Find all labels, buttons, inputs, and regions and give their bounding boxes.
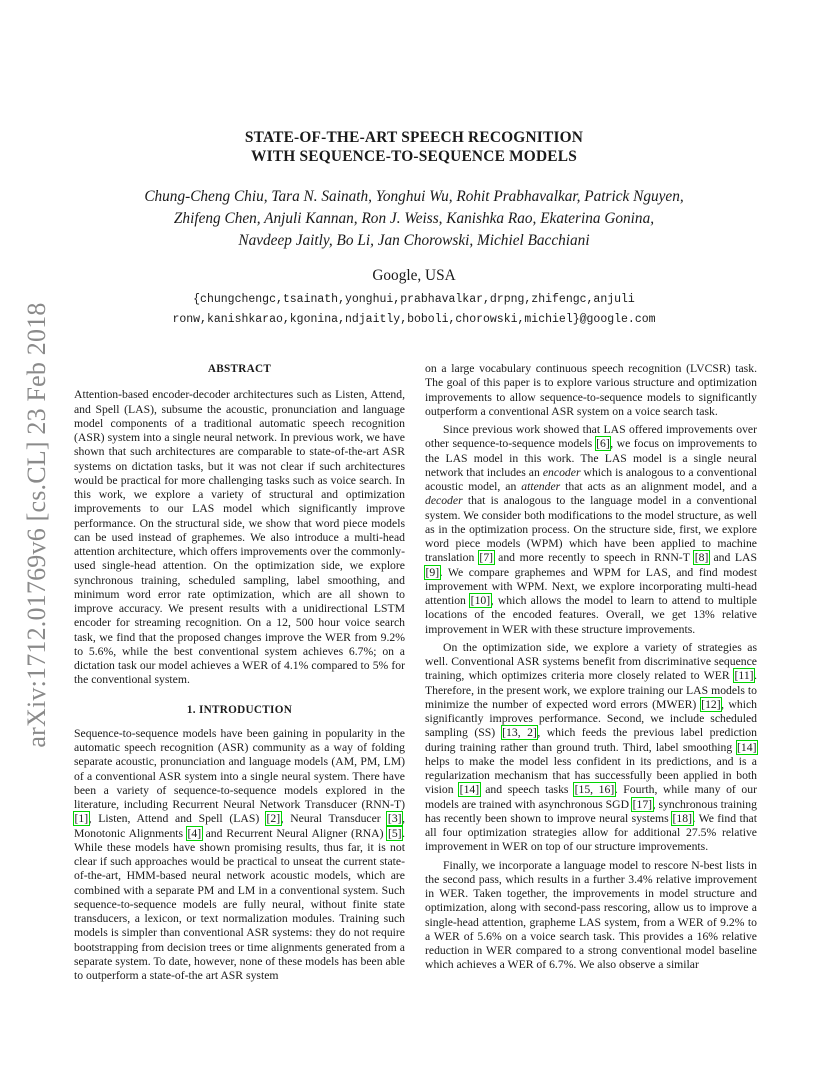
citation-link[interactable]: [14] bbox=[459, 783, 480, 797]
abstract-heading: ABSTRACT bbox=[207, 363, 272, 375]
author-list bbox=[80, 186, 748, 252]
citation-link[interactable]: [17] bbox=[632, 797, 653, 811]
intro-paragraph-2: Since previous work showed that LAS offered improvements over other sequence-to-sequence models [6], we focus on improvements to the LAS model in this work. The LAS model is a single neural network that includes an encoder which is analogous to a conventional acoustic model, an attender that acts as an alignment model, and a decoder that is analogous to the language model in a conventional system. We consider both modifications to the model structure, as well as in the optimization process. On the structure side, first, we explore word piece models (WPM) which have been applied to machine translation [7] and more recently to speech in RNN-T [8] and LAS [9]. We compare graphemes and WPM for LAS, and find modest improvement with WPM. Next, we explore incorporating multi-head attention [10], which allows the model to learn to attend to multiple locations of the encoded features. Overall, we get 13% relative improvement in WER with these structure improvements. bbox=[425, 423, 757, 636]
emails-line-1: {chungchengc,tsainath,yonghui,prabhavalkar,drpng,zhifengc,anjuli bbox=[193, 293, 635, 306]
intro-paragraph-continued: on a large vocabulary continuous speech recognition (LVCSR) task. The goal of this paper is to explore various structure and optimization improvements to allow sequence-to-sequence models to significantly outperform a conventional ASR system on a voice search task. bbox=[425, 362, 757, 418]
authors-line-3: Navdeep Jaitly, Bo Li, Jan Chorowski, Michiel Bacchiani bbox=[238, 232, 590, 249]
arxiv-side-identifier bbox=[20, 290, 54, 760]
left-column bbox=[74, 362, 405, 983]
citation-link[interactable]: [2] bbox=[266, 812, 281, 826]
citation-link[interactable]: [13, 2] bbox=[502, 726, 537, 740]
arxiv-identifier-text: arXiv:1712.01769v6 [cs.CL] 23 Feb 2018 bbox=[22, 302, 51, 748]
citation-link[interactable]: [15, 16] bbox=[574, 783, 615, 797]
citation-link[interactable]: [6] bbox=[596, 437, 610, 451]
citation-link[interactable]: [12] bbox=[701, 697, 721, 711]
citation-link[interactable]: [9] bbox=[425, 565, 440, 579]
intro-paragraph-1: Sequence-to-sequence models have been gaining in popularity in the automatic speech recognition (ASR) community as a way of folding separate acoustic, pronunciation and language models (AM, PM, LM) of a conventional ASR system into a single neural system. There have been a variety of sequence-to-sequence models explored in the literature, including Recurrent Neural Network Transducer (RNN-T) [1], Listen, Attend and Spell (LAS) [2], Neural Transducer [3], Monotonic Alignments [4] and Recurrent Neural Aligner (RNA) [5]. While these models have shown promising results, thus far, it is not clear if such approaches would be practical to unseat the current state-of-the-art, HMM-based neural network acoustic models, which are combined with a separate PM and LM in a conventional system. Such sequence-to-sequence models are fully neural, without finite state transducers, a lexicon, or text normalization modules. Training such models is simpler than conventional ASR systems: they do not require bootstrapping from decision trees or time alignments generated from a separate system. To date, however, none of these models has been able to outperform a state-of-the art ASR system bbox=[74, 726, 405, 982]
citation-link[interactable]: [7] bbox=[479, 551, 494, 565]
right-column bbox=[425, 362, 757, 973]
title-line-2: WITH SEQUENCE-TO-SEQUENCE MODELS bbox=[251, 148, 577, 165]
citation-link[interactable]: [10] bbox=[470, 594, 491, 607]
citation-link[interactable]: [4] bbox=[187, 826, 202, 840]
author-emails bbox=[80, 290, 748, 330]
citation-link[interactable]: [5] bbox=[387, 826, 402, 840]
emails-line-2: ronw,kanishkarao,kgonina,ndjaitly,boboli,chorowski,michiel}@google.com bbox=[172, 313, 656, 326]
citation-link[interactable]: [18] bbox=[672, 811, 693, 825]
introduction-heading: 1. INTRODUCTION bbox=[186, 703, 293, 716]
intro-paragraph-4: Finally, we incorporate a language model to rescore N-best lists in the second pass, which results in a further 3.4% relative improvement in WER. Taken together, the improvements in model structure and optimization, along with second-pass rescoring, allow us to improve a single-head attention, grapheme LAS system, from a WER of 9.2% to a WER of 5.6% on a voice search task. This provides a 16% relative reduction in WER compared to a strong conventional model baseline which achieves a WER of 6.7%. We also observe a similar bbox=[425, 858, 757, 972]
citation-link[interactable]: [11] bbox=[734, 669, 754, 683]
intro-paragraph-3: On the optimization side, we explore a variety of strategies as well. Conventional ASR systems benefit from discriminative sequence training, which optimizes criteria more closely related to WER [11]. Therefore, in the present work, we explore training our LAS models to minimize the number of expected word errors (MWER) [12], which significantly improves performance. Second, we include scheduled sampling (SS) [13, 2], which feeds the previous label prediction during training rather than ground truth. Third, label smoothing [14] helps to make the model less confident in its predictions, and is a regularization mechanism that has successfully been applied in both vision [14] and speech tasks [15, 16]. Fourth, while many of our models are trained with asynchronous SGD [17], synchronous training has recently been shown to improve neural systems [18]. We find that all four optimization strategies allow for additional 27.5% relative improvement in WER on top of our structure improvements. bbox=[425, 640, 757, 854]
authors-line-2: Zhifeng Chen, Anjuli Kannan, Ron J. Weiss, Kanishka Rao, Ekaterina Gonina, bbox=[173, 210, 655, 227]
citation-link[interactable]: [3] bbox=[387, 812, 402, 826]
title-line-1: STATE-OF-THE-ART SPEECH RECOGNITION bbox=[244, 129, 584, 146]
citation-link[interactable]: [14] bbox=[737, 740, 757, 754]
citation-link[interactable]: [1] bbox=[74, 812, 89, 826]
affiliation: Google, USA bbox=[372, 267, 456, 284]
citation-link[interactable]: [8] bbox=[694, 551, 709, 565]
authors-line-1: Chung-Cheng Chiu, Tara N. Sainath, Yonghui Wu, Rohit Prabhavalkar, Patrick Nguyen, bbox=[144, 188, 684, 205]
paper-title bbox=[120, 128, 708, 166]
abstract-text: Attention-based encoder-decoder architectures such as Listen, Attend, and Spell (LAS), subsume the acoustic, pronunciation and language model components of a traditional automatic speech recognition (ASR) system into a single neural network. In previous work, we have shown that such architectures are comparable to state-of-the-art ASR systems on dictation tasks, but it was not clear if such architectures would be practical for more challenging tasks such as voice search. In this work, we explore a variety of structural and optimization improvements to our LAS model which significantly improve performance. On the structural side, we show that word piece models can be used instead of graphemes. We also introduce a multi-head attention architecture, which offers improvements over the commonly-used single-head attention. On the optimization side, we explore synchronous training, scheduled sampling, label smoothing, and minimum word error rate optimization, which are all shown to improve accuracy. We present results with a unidirectional LSTM encoder for streaming recognition. On a 12, 500 hour voice search task, we find that the proposed changes improve the WER from 9.2% to 5.6%, while the best conventional system achieves 6.7%; on a dictation task our model achieves a WER of 4.1% compared to 5% for the conventional system. bbox=[74, 388, 405, 687]
